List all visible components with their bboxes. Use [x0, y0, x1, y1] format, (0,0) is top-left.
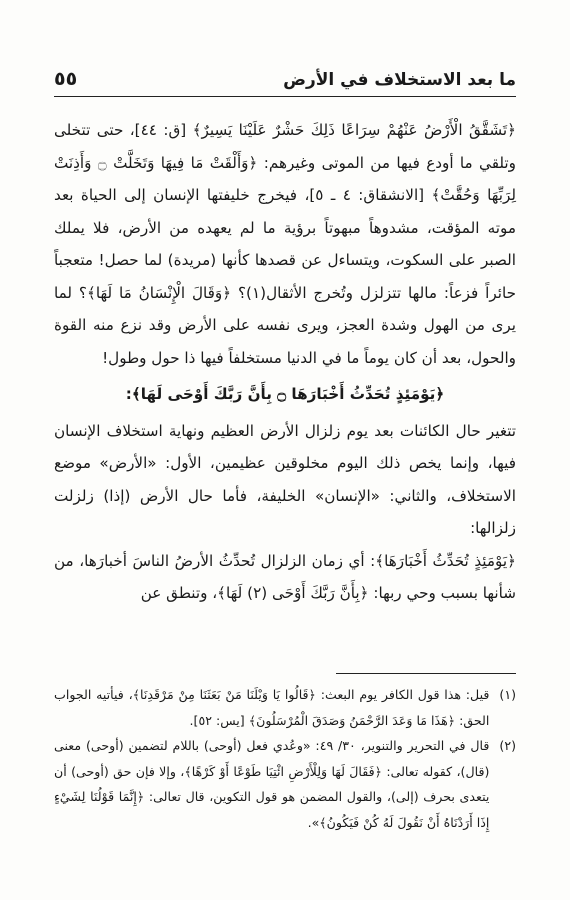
- footnote-number: (١): [499, 687, 516, 702]
- paragraph-1: ﴿تَشَقَّقُ الْأَرْضُ عَنْهُمْ سِرَاعًا ذَلِكَ حَشْرٌ عَلَيْنَا يَسِيرٌ﴾ [ق: ٤٤]، حتى تتخلى وتلقي ما أودع فيها من الموتى وغيرهم: ﴿وَأَلْقَتْ مَا فِيهَا وَتَخَلَّتْ ۝ وَأَذِنَتْ لِرَبِّهَا وَحُقَّتْ﴾ [الانشقاق: ٤ ـ ٥]، فيخرج خليفتها الإنسان إلى الحياة بعد موته المؤقت، مشدوهاً مبهوتاً برؤية ما لم يعهده من الأرض، فلا يملك الصبر على السكوت، ويتساءل عن قصدها كأنها (مريدة) لما حصل! متعجباً حائراً فزعاً: مالها تتزلزل وتُخرج الأثقال(١)؟ ﴿وَقَالَ الْإِنْسَانُ مَا لَهَا﴾؟ لما يرى من الهول وشدة العجز، ويرى نفسه على الأرض وقد نزع منه القوة والحول، بعد أن كان يوماً ما في الدنيا مستخلفاً فيها ذا حول وطول!: [54, 121, 517, 367]
- footnote-2: [54, 733, 516, 835]
- footnote-text: قال في التحرير والتنوير، ٣٠/ ٤٩: «وعُدي فعل (أوحى) باللام لتضمين (أوحى) معنى (قال)، كقوله تعالى: ﴿فَقَالَ لَهَا وَلِلْأَرْضِ ائْتِيَا طَوْعًا أَوْ كَرْهًا﴾، وإلا فإن حق (أوحى) أن يتعدى بحرف (إلى)، والقول المضمن هو قول التكوين، قال تعالى: ﴿إِنَّمَا قَوْلُنَا لِشَيْءٍ إِذَا أَرَدْنَاهُ أَنْ نَقُولَ لَهُ كُنْ فَيَكُونُ﴾».: [54, 738, 490, 830]
- footnote-text: قيل: هذا قول الكافر يوم البعث: ﴿قَالُوا يَا وَيْلَنَا مَنْ بَعَثَنَا مِنْ مَرْقَدِنَا﴾، فيأتيه الجواب الحق: ﴿هَذَا مَا وَعَدَ الرَّحْمَنُ وَصَدَقَ الْمُرْسَلُونَ﴾ [يس: ٥٢].: [54, 687, 490, 728]
- main-text: [54, 114, 516, 610]
- footnote-number: (٢): [499, 738, 516, 753]
- running-title: ما بعد الاستخلاف في الأرض: [283, 70, 516, 90]
- paragraph-2: تتغير حال الكائنات بعد يوم زلزال الأرض العظيم ونهاية استخلاف الإنسان فيها، وإنما يخص ذلك اليوم مخلوقين عظيمين، الأول: «الأرض» موضع الاستخلاف، والثاني: «الإنسان» الخليفة، فأما حال الأرض (إذا) زلزلت زلزالها:: [54, 421, 516, 537]
- verse-heading: ﴿يَوْمَئِذٍ تُحَدِّثُ أَخْبَارَهَا ۝ بِأَنَّ رَبَّكَ أَوْحَى لَهَا﴾:: [125, 385, 445, 403]
- paragraph-3: ﴿يَوْمَئِذٍ تُحَدِّثُ أَخْبَارَهَا﴾: أي زمان الزلزال تُحدِّثُ الأرضُ الناسَ أخبارَها، من شأنها بسبب وحي ربها: ﴿بِأَنَّ رَبَّكَ أَوْحَى (٢) لَهَا﴾، وتنطق عن: [54, 551, 516, 602]
- footnotes: [54, 682, 516, 835]
- page-number: ٥٥: [54, 68, 78, 90]
- footnote-1: [54, 682, 516, 733]
- footnote-separator: [336, 673, 516, 674]
- page-header: [54, 66, 516, 97]
